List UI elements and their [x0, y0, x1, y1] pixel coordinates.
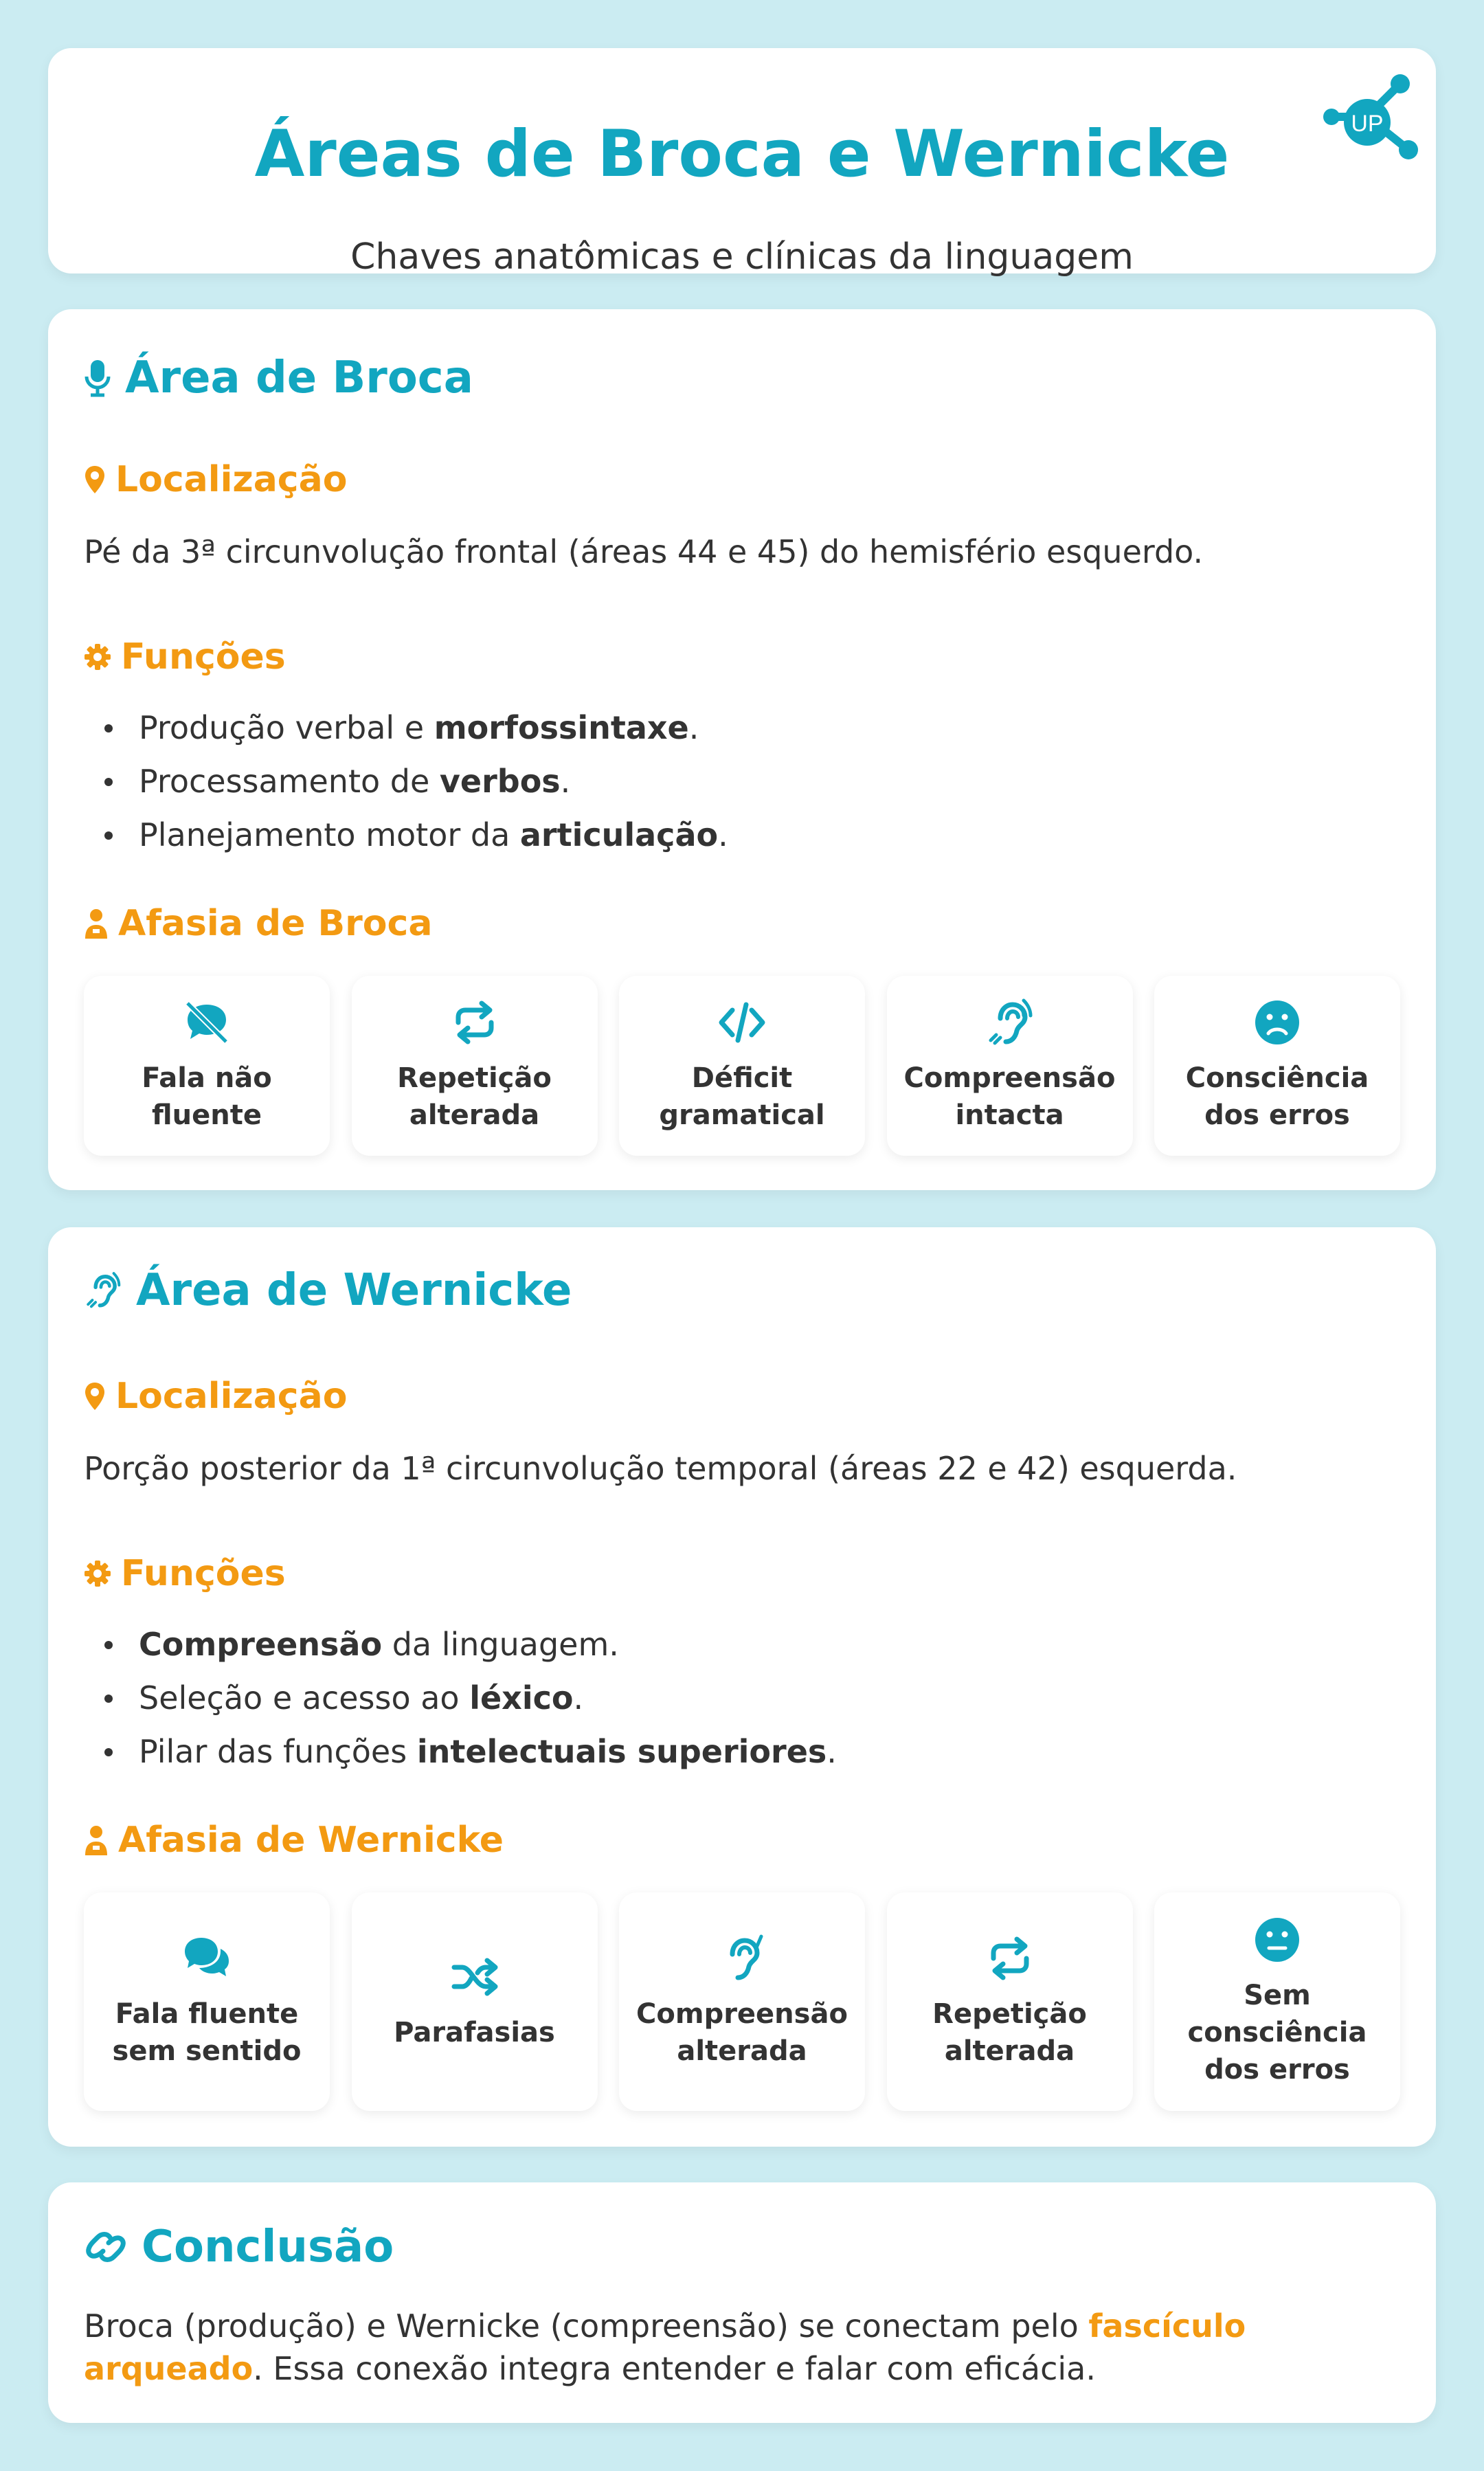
conclusao-title-text: Conclusão [142, 2222, 394, 2272]
list-item: Processamento de verbos. [84, 754, 1400, 808]
tile-fala-fluente-sem-sentido: Fala fluente sem sentido [84, 1892, 330, 2111]
conclusao-text: Broca (produção) e Wernicke (compreensão) se conectam pelo fascículo arqueado. Essa conexão integra entender e falar com eficácia. [84, 2307, 1246, 2387]
wernicke-funcoes-list [84, 1618, 1400, 1778]
shuffle-icon [450, 1952, 499, 2002]
gear-icon [84, 643, 111, 671]
wernicke-card [48, 1227, 1436, 2147]
repeat-icon [985, 1934, 1035, 1983]
tile-sem-consciencia-dos-erros: Sem consciência dos erros [1154, 1892, 1400, 2111]
broca-title-text: Área de Broca [125, 353, 473, 403]
header-card [48, 48, 1436, 278]
broca-funcoes-heading: Funções [84, 639, 286, 675]
hearing-icon [84, 1271, 122, 1310]
list-item: Planejamento motor da articulação. [84, 808, 1400, 862]
broca-afasia-heading: Afasia de Broca [84, 906, 432, 941]
tile-repeticao-alterada: Repetição alterada [887, 1892, 1133, 2111]
comment-slash-icon [182, 998, 232, 1047]
broca-card [48, 309, 1436, 1190]
list-item: Compreensão da linguagem. [84, 1618, 1400, 1671]
broca-section-title [84, 353, 473, 403]
broca-funcoes-list [84, 701, 1400, 862]
link-icon [84, 2228, 128, 2266]
fasciculo-arqueado-highlight: fascículo arqueado [84, 2307, 1246, 2387]
broca-afasia-tiles [84, 976, 1400, 1156]
comments-icon [182, 1934, 232, 1983]
broca-localizacao-heading: Localização [84, 462, 347, 497]
page-title: Áreas de Broca e Wernicke [254, 117, 1230, 192]
hearing-icon [985, 998, 1035, 1047]
tile-compreensao-alterada: Compreensão alterada [619, 1892, 865, 2111]
person-icon [84, 1825, 109, 1855]
person-icon [84, 908, 109, 939]
repeat-icon [450, 998, 499, 1047]
neutral-face-icon [1252, 1915, 1302, 1965]
logo-text: UP [1351, 111, 1384, 137]
broca-localizacao-text: Pé da 3ª circunvolução frontal (áreas 44 e 45) do hemisfério esquerdo. [84, 533, 1204, 570]
hearing-icon [717, 1934, 767, 1983]
wernicke-title-text: Área de Wernicke [136, 1265, 572, 1316]
list-item: Seleção e acesso ao léxico. [84, 1671, 1400, 1725]
wernicke-afasia-heading: Afasia de Wernicke [84, 1822, 504, 1858]
page-subtitle: Chaves anatômicas e clínicas da linguagem [350, 236, 1134, 278]
conclusao-section-title [84, 2222, 394, 2272]
wernicke-localizacao-heading: Localização [84, 1378, 347, 1414]
wernicke-localizacao-text: Porção posterior da 1ª circunvolução temporal (áreas 22 e 42) esquerda. [84, 1450, 1237, 1487]
code-icon [717, 998, 767, 1047]
wernicke-funcoes-heading: Funções [84, 1556, 286, 1591]
tile-parafasias: Parafasias [352, 1892, 598, 2111]
tile-fala-nao-fluente: Fala não fluente [84, 976, 330, 1156]
tile-repeticao-alterada: Repetição alterada [352, 976, 598, 1156]
map-pin-icon [84, 465, 106, 495]
microphone-icon [84, 359, 111, 397]
tile-consciencia-dos-erros: Consciência dos erros [1154, 976, 1400, 1156]
list-item: Pilar das funções intelectuais superiores. [84, 1725, 1400, 1778]
conclusao-card [48, 2182, 1436, 2423]
tile-compreensao-intacta: Compreensão intacta [887, 976, 1133, 1156]
tile-deficit-gramatical: Déficit gramatical [619, 976, 865, 1156]
map-pin-icon [84, 1381, 106, 1411]
wernicke-section-title [84, 1265, 572, 1316]
sad-face-icon [1252, 998, 1302, 1047]
list-item: Produção verbal e morfossintaxe. [84, 701, 1400, 754]
up-logo-icon [1312, 62, 1422, 172]
gear-icon [84, 1560, 111, 1587]
wernicke-afasia-tiles [84, 1892, 1400, 2111]
